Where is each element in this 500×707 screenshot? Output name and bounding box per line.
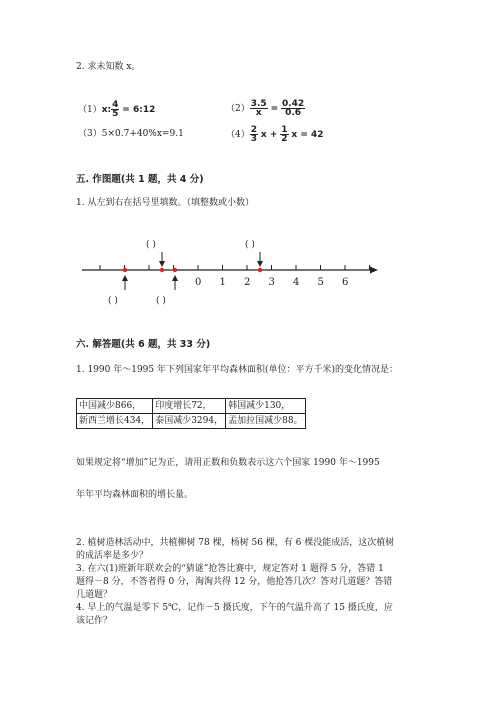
arrow-down-1 <box>159 252 165 267</box>
tick-label: 0 <box>195 277 202 288</box>
equation-3: （3）5×0.7+40%x=9.1 <box>78 129 184 139</box>
fraction-2-3: $\frac{2}{3}$ <box>250 125 257 144</box>
tick-label: 1 <box>219 277 226 288</box>
answer-paren-top-2: ( ) <box>245 240 255 250</box>
point-marker-1 <box>123 268 127 272</box>
question-3-line-2: 题得－8 分，不答者得 0 分，淘淘共得 12 分，他抢答几次？答对几道题？答错 <box>76 577 393 587</box>
question-2-line-1: 2. 植树造林活动中，共植柳树 78 棵，杨树 56 棵，有 6 棵没能成活，这次植树 <box>76 538 395 548</box>
point-marker-2 <box>160 268 164 272</box>
table-row <box>77 399 306 414</box>
point-marker-3 <box>173 268 177 272</box>
question-3-line-1: 3. 在六(1)班新年联欢会的“猜谜”抢答比赛中，规定答对 1 题得 5 分，答错 1 <box>76 564 384 574</box>
number-line-ticks <box>100 265 370 270</box>
table-cell: 中国减少866， <box>77 399 153 414</box>
fraction-1-2: $\frac{1}{2}$ <box>281 125 288 144</box>
equation-1-label: （1） <box>78 105 102 115</box>
arrow-up-2 <box>172 275 178 290</box>
tick-label: 3 <box>268 277 275 288</box>
equation-1: （1）x: $\frac{4}{5}$ = 6:12 <box>78 100 156 119</box>
table-cell: 孟加拉国减少88。 <box>226 414 305 429</box>
number-line-arrow <box>370 267 378 274</box>
question-4-line-1: 4. 早上的气温是零下 5℃，记作－5 摄氏度，下午的气温升高了 15 摄氏度，应 <box>76 603 393 613</box>
fraction-0.42-0.6: $\frac{0.42}{0.6}$ <box>281 99 305 118</box>
section-5-heading: 五. 作图题(共 1 题，共 4 分) <box>76 174 204 185</box>
section-5-question-1: 1. 从左到右在括号里填数。（填整数或小数） <box>76 198 254 208</box>
question-1-paragraph-line-1: 如果规定将“增加”记为正，请用正数和负数表示这六个国家 1990 年～1995 <box>76 458 380 468</box>
arrow-up-1 <box>122 275 128 290</box>
section-6-heading: 六. 解答题(共 6 题，共 33 分) <box>76 339 211 350</box>
tick-label: 2 <box>244 277 251 288</box>
answer-paren-bottom-1: ( ) <box>108 296 118 306</box>
tick-label: 5 <box>317 277 324 288</box>
table-cell: 印度增长72， <box>153 399 226 414</box>
arrow-down-2 <box>257 252 263 267</box>
answer-paren-bottom-2: ( ) <box>156 296 166 306</box>
question-2-heading: 2. 求未知数 x。 <box>76 62 141 72</box>
point-marker-4 <box>258 268 262 272</box>
table-cell: 新西兰增长434， <box>77 414 153 429</box>
section-6-question-1-intro: 1. 1990 年～1995 年下列国家年平均森林面积(单位：平方千米)的变化情况是： <box>76 365 399 375</box>
question-2-line-2: 的成活率是多少？ <box>76 551 149 561</box>
equation-2: （2） $\frac{3.5}{x}$ = $\frac{0.42}{0.6}$ <box>226 99 305 118</box>
table-cell: 泰国减少3294， <box>153 414 226 429</box>
equation-2-label: （2） <box>226 104 250 114</box>
question-4-line-2: 该记作？ <box>76 616 113 626</box>
fraction-4-5: $\frac{4}{5}$ <box>112 100 119 119</box>
equation-4: （4） $\frac{2}{3}$ x + $\frac{1}{2}$ x = 42 <box>226 125 324 144</box>
question-3-line-3: 几道题？ <box>76 590 113 600</box>
table-cell: 韩国减少130， <box>226 399 305 414</box>
tick-label: 6 <box>342 277 349 288</box>
answer-paren-top-1: ( ) <box>146 240 156 250</box>
question-1-paragraph-line-2: 年年平均森林面积的增长量。 <box>76 490 194 500</box>
table-row <box>77 414 306 429</box>
tick-label: 4 <box>293 277 300 288</box>
forest-area-table <box>76 398 306 429</box>
fraction-3.5-x: $\frac{3.5}{x}$ <box>250 99 267 118</box>
